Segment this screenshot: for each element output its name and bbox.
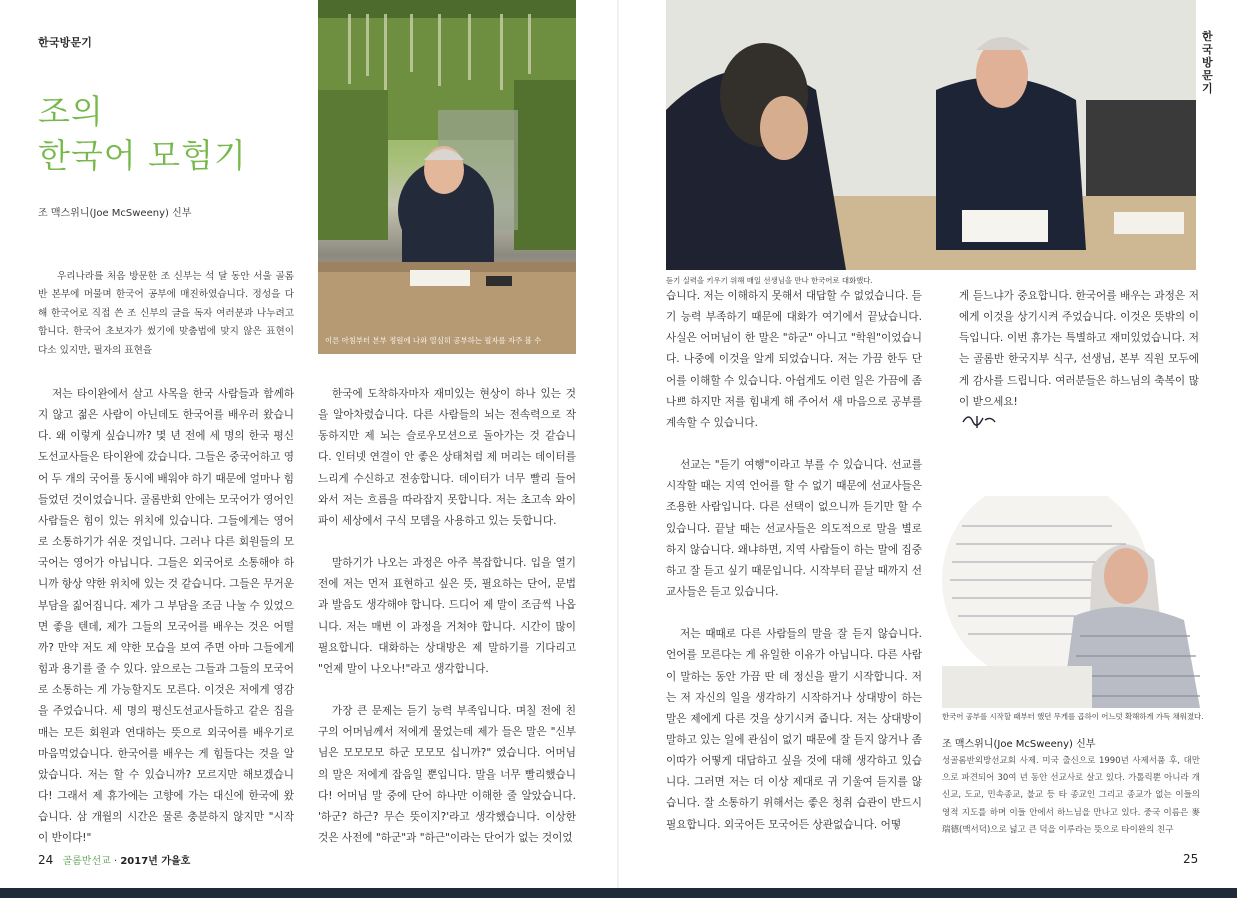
conversation-photo-illustration xyxy=(666,0,1196,270)
lead-paragraph: 우리나라를 처음 방문한 조 신부는 석 달 동안 서울 골롬반 본부에 머물며 한국어 공부에 매진하였습니다. 정성을 다해 한국어로 직접 쓴 조 신부의 글을 독자 여러분과 나누려고 합니다. 한국어 초보자가 썼기에 맞춤법에 맞지 않은 표현이 다소 있지만, 필자의 표현을 xyxy=(38,271,294,356)
bio-text: 성골롬반외방선교회 사제. 미국 출신으로 1990년 사제서품 후, 대만으로 파견되어 30여 년 동안 선교사로 살고 있다. 가톨릭뿐 아니라 개신교, 도교, 민속종교, 불교 등 타 종교인 그리고 종교가 없는 이들의 영적 지도를 하며 이들 안에서 하느님을 만나고 있다. 중국 이름은 麥瑞德(맥서덕)으로 넓고 큰 덕을 이루라는 뜻으로 타이완의 친구 xyxy=(942,756,1200,835)
handwritten-signature xyxy=(959,410,1199,430)
garden-photo-illustration xyxy=(318,0,576,354)
publication-name: 골롬반선교 xyxy=(62,856,111,867)
col2-paragraph-1: 한국에 도착하자마자 재미있는 현상이 하나 있는 것을 알아차렸습니다. 다른 사람들의 뇌는 전속력으로 작동하지만 제 뇌는 슬로우모션으로 돌아가는 것 같습니다. 인터넷 연결이 안 좋은 상태처럼 제 머리는 데이터를 느리게 수신하고 전송합니다. 데이터가 너무 빨리 들어와서 저는 흐름을 따라잡지 못합니다. 저는 초고속 와이파이 세상에서 구식 모뎀을 사용하고 있는 듯합니다. xyxy=(318,388,576,527)
photo3-caption: 한국어 공부를 시작할 때부터 했던 무게를 곱하이 어느덧 확해하게 가득 채워졌다. xyxy=(942,712,1204,721)
left-folio xyxy=(38,852,190,867)
section-label-vertical: 한국방문기 xyxy=(1202,30,1213,95)
title-line-2: 한국어 모험기 xyxy=(38,136,247,175)
col4-paragraph-1: 게 듣느냐가 중요합니다. 한국어를 배우는 과정은 저에게 이것을 상기시켜 주었습니다. 이것은 뜻밖의 이득입니다. 이번 휴가는 특별하고 재미있었습니다. 저는 골롬반 한국지부 식구, 선생님, 본부 직원 모두에게 감사를 드립니다. 여러분들은 하느님의 축복이 많이 받으세요! xyxy=(959,290,1199,408)
section-label: 한국방문기 xyxy=(38,36,93,49)
page-gutter xyxy=(617,0,619,898)
column-1 xyxy=(38,384,294,870)
col3-paragraph-2: 선교는 "듣기 여행"이라고 부를 수 있습니다. 선교를 시작할 때는 지역 언어를 할 수 없기 때문에 선교사들은 조용한 사람입니다. 다른 선택이 없으니까 듣기만 할 수 있습니다. 끝날 때는 선교사들은 의도적으로 말을 별로 하지 않습니다. 왜냐하면, 지역 사람들이 하는 말에 집중하고 잘 듣고 싶기 때문입니다. 시작부터 끝날 때까지 선교사들은 듣고 있습니다. xyxy=(666,459,922,599)
col2-paragraph-3: 가장 큰 문제는 듣기 능력 부족입니다. 며칠 전에 친구의 어머님께서 저에게 물었는데 제가 들은 말은 "신부님은 모모모모 하군 모모모 십니까?" 였습니다. 어머님의 말은 저에게 잡음일 뿐입니다. 말을 너무 빨리했습니다! 어머님 말 중에 단어 하나만 이해한 줄 알았습니다. '하군? 하근? 무슨 뜻이지?'라고 생각했습니다. 이상한 것은 사전에 "하군"과 "하근"이라는 단어가 없는 것이었 xyxy=(318,705,576,844)
title-line-1: 조의 xyxy=(38,92,104,131)
left-page-number: 24 xyxy=(38,853,54,867)
col1-paragraph-1: 저는 타이완에서 살고 사목을 한국 사람들과 함께하지 않고 젊은 사람이 아닌데도 한국어를 배우러 왔습니다. 왜 이렇게 싶습니까? 몇 년 전에 세 명의 한국 평신도선교사들은 타이완에 갔습니다. 그들은 중국어하고 영어 두 개의 국어를 동시에 배워야 하기 때문에 얼마나 힘들었던 것이었습니다. 골롬반회 안에는 모국어가 영어인 사람들은 힘이 있는 위치에 있습니다. 그들에게는 영어로 소통하기가 쉬운 것입니다. 그러나 다른 회원들의 모국어는 영어가 아닙니다. 그들은 외국어로 소통해야 하니까 항상 약한 위치에 있는 것 같습니다. 그들은 무거운 부담을 짊어집니다. 제가 그 부담을 조금 나눌 수 있었으면 좋을 텐데, 제가 그들의 모국어를 배우는 것은 어떨까? 만약 저도 제 약한 모습을 보여 주면 아마 그들에게 힘과 용기를 줄 수 있다. 앞으로는 그들과 그들의 모국어로 소통하는 게 가능할지도 모른다. 이것은 저에게 영감을 주었습니다. 세 명의 평신도선교사들하고 같은 집을 매는 모든 회원과 연대하는 뜻으로 외국어를 배우기로 마음먹었습니다. 한국어를 배우는 게 힘들다는 것을 알았습니다. 저는 할 수 있습니까? 모르지만 해보겠습니다! 그래서 제 휴가에는 고향에 가는 대신에 한국에 왔습니다. 삼 개월의 시간은 물론 충분하지 않지만 "시작이 반이다!" xyxy=(38,388,294,845)
column-3 xyxy=(666,286,922,857)
right-page-number: 25 xyxy=(1183,852,1199,866)
bottom-edge-band xyxy=(0,888,1237,898)
col3-paragraph-1: 습니다. 저는 이해하지 못해서 대답할 수 없었습니다. 듣기 능력 부족하기 때문에 대화가 여기에서 끝났습니다. 사실은 어머님이 한 말은 "하군" 아니고 "학원"이었습니다. 나중에 이것을 알게 되었습니다. 저는 가끔 한두 단어를 이해할 수 있습니다. 아쉽게도 이런 일은 가끔에 좀 나쁘 하지만 저를 힘내게 해 주어서 새 마음으로 공부를 계속할 수 있습니다. xyxy=(666,290,922,429)
col3-paragraph-3: 저는 때때로 다른 사람들의 말을 잘 듣지 않습니다. 언어를 모른다는 게 유일한 이유가 아닙니다. 다른 사람이 말하는 동안 가끔 딴 데 정신을 팔기 시작합니다. 저는 저 자신의 일을 생각하기 시작하거나 상대방이 하는 말은 제에게 다른 것을 상기시켜 줍니다. 저는 상대방이 말하고 있는 일에 관심이 없기 때문에 잘 듣지 않거나 좀 이따가 어떻게 대답하고 싶을 것에 대해 생각하고 있습니다. 그러면 저는 더 이상 제대로 귀 기울여 듣지를 않습니다. 잘 소통하기 위해서는 좋은 청취 습관이 반드시 필요합니다. 외국어든 모국어든 상관없습니다. 어떻 xyxy=(666,628,922,831)
notebook-photo xyxy=(942,496,1200,708)
article-title xyxy=(38,90,247,178)
photo1-caption: 이른 아침부터 본부 정원에 나와 열심히 공부하는 필자를 자주 볼 수 xyxy=(325,336,542,345)
bio-author-name: 조 맥스위니(Joe McSweeny) 신부 xyxy=(942,739,1096,750)
author-byline: 조 맥스위니(Joe McSweeny) 신부 xyxy=(38,208,192,219)
garden-study-photo xyxy=(318,0,576,354)
col2-paragraph-2: 말하기가 나오는 과정은 아주 복잡합니다. 입을 열기 전에 저는 먼저 표현하고 싶은 뜻, 필요하는 단어, 문법과 발음도 생각해야 합니다. 드디어 제 말이 조금씩 나옵니다. 저는 매번 이 과정을 거쳐야 합니다. 시간이 많이 필요합니다. 대화하는 상대방은 제 말하기를 기다리고 "언제 말이 나오나!"라고 생각합니다. xyxy=(318,557,576,675)
conversation-photo xyxy=(666,0,1196,270)
column-2 xyxy=(318,384,576,870)
photo2-caption: 듣기 실력을 키우기 위해 매일 선생님을 만나 한국어로 대화했다. xyxy=(666,276,873,285)
folio-separator: · xyxy=(113,856,118,867)
issue-label: 2017년 가을호 xyxy=(120,856,191,867)
notebook-photo-illustration xyxy=(942,496,1200,708)
